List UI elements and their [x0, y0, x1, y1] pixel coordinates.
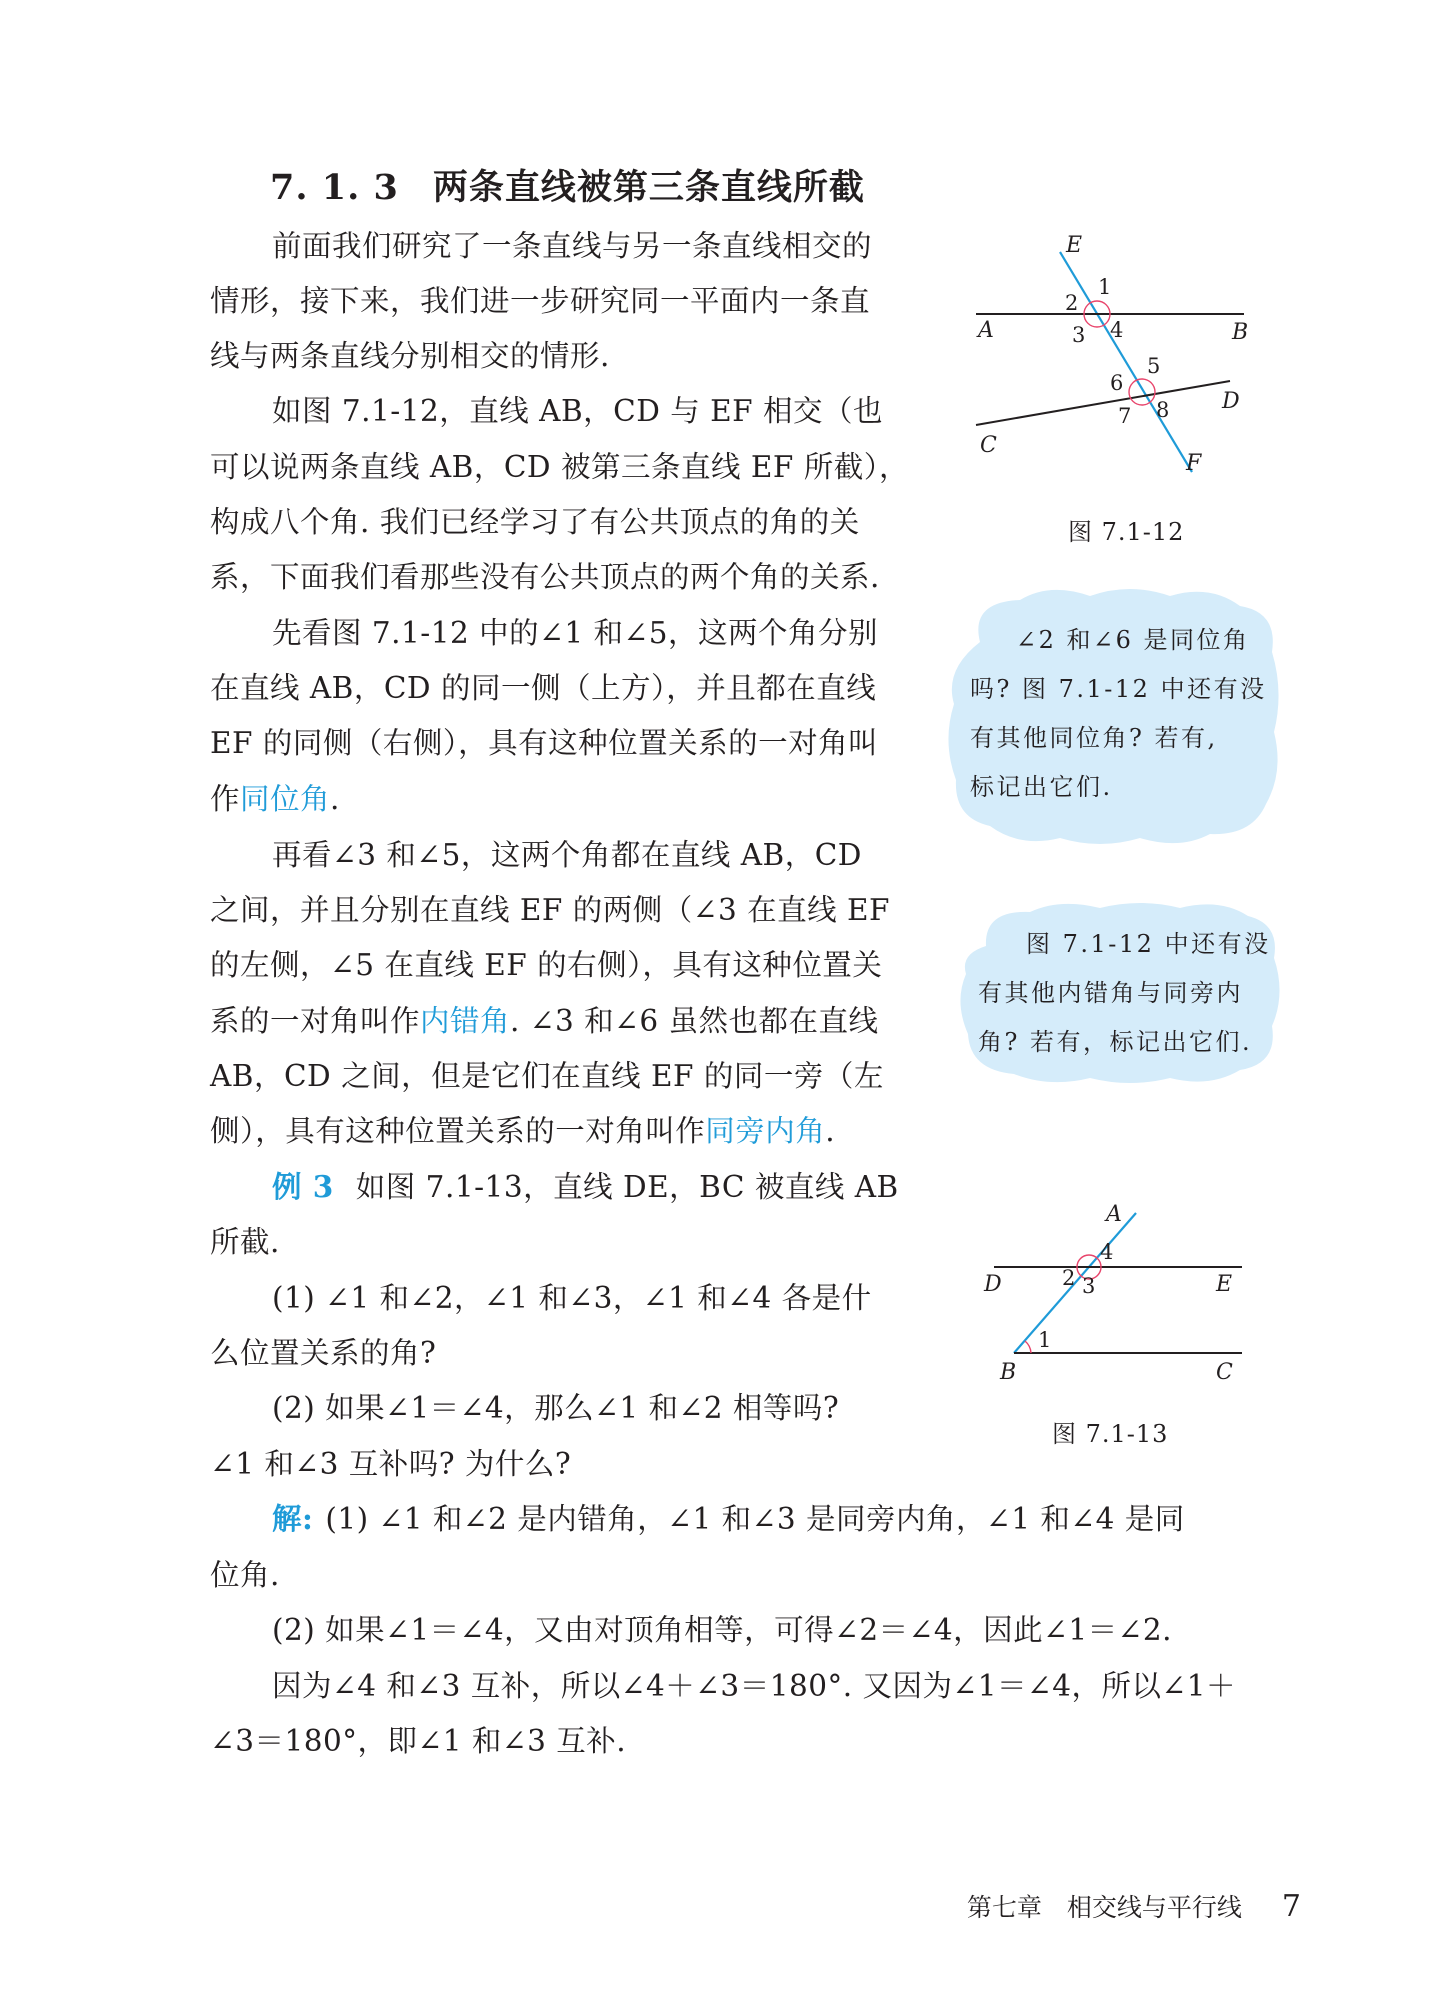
point-label-b: B — [1000, 1360, 1017, 1385]
angle-label-1: 1 — [1098, 275, 1112, 299]
text-line: 线与两条直线分别相交的情形. — [210, 339, 610, 373]
angle-label-6: 6 — [1110, 371, 1124, 395]
text-line-term — [210, 779, 340, 819]
angle-label-5: 5 — [1147, 354, 1161, 378]
text-line: 的左侧，∠5 在直线 EF 的右侧），具有这种位置关 — [210, 948, 883, 982]
text-line: 系，下面我们看那些没有公共顶点的两个角的关系. — [210, 560, 880, 594]
text-line-term — [210, 1111, 835, 1151]
line-ef — [1060, 252, 1192, 472]
point-label-e: E — [1216, 1272, 1233, 1297]
text-line: (1) ∠1 和∠2，∠1 和∠3，∠1 和∠4 各是什 — [272, 1281, 872, 1315]
term-co-interior-angles: 同旁内角 — [705, 1114, 826, 1148]
point-label-c: C — [980, 433, 997, 458]
point-label-b: B — [1232, 320, 1249, 345]
text-fragment: . — [330, 782, 340, 816]
angle-label-1: 1 — [1038, 1328, 1052, 1352]
thinking-cloud-note — [950, 898, 1285, 1088]
text-line: ∠3＝180°，即∠1 和∠3 互补. — [210, 1724, 627, 1758]
text-fragment: 侧），具有这种位置关系的一对角叫作 — [210, 1114, 706, 1148]
solution-heading — [272, 1499, 1185, 1539]
text-line: EF 的同侧（右侧），具有这种位置关系的一对角叫 — [210, 726, 879, 760]
point-label-e: E — [1066, 233, 1083, 258]
term-corresponding-angles: 同位角 — [240, 782, 331, 816]
angle-label-2: 2 — [1062, 1266, 1076, 1290]
angle-label-4: 4 — [1110, 318, 1124, 342]
note-line: ∠2 和∠6 是同位角 — [1016, 626, 1250, 654]
note-line: 吗? 图 7.1-12 中还有没 — [970, 675, 1267, 703]
figure-7-1-13 — [980, 1195, 1250, 1395]
line-cd — [976, 381, 1230, 425]
point-label-d: D — [984, 1272, 1002, 1297]
figure-caption: 图 7.1-13 — [1052, 1420, 1169, 1448]
page-footer — [967, 1888, 1301, 1924]
chapter-title: 第七章 相交线与平行线 — [966, 1893, 1242, 1922]
text-line: 可以说两条直线 AB，CD 被第三条直线 EF 所截）， — [210, 450, 909, 484]
figure-7-1-12 — [960, 230, 1260, 500]
angle-label-7: 7 — [1118, 404, 1132, 428]
point-label-d: D — [1222, 389, 1240, 414]
example-label: 例 3 — [272, 1169, 334, 1204]
point-label-f: F — [1186, 451, 1202, 476]
section-number: 7. 1. 3 — [270, 167, 399, 208]
angle-label-3: 3 — [1082, 1274, 1096, 1298]
page-number: 7 — [1281, 1889, 1301, 1924]
section-heading — [270, 160, 865, 210]
text-line-term — [210, 1001, 879, 1041]
text-line: 位角. — [210, 1558, 280, 1592]
text-line: AB，CD 之间，但是它们在直线 EF 的同一旁（左 — [210, 1059, 884, 1093]
point-label-c: C — [1216, 1360, 1233, 1385]
figure-caption: 图 7.1-12 — [1068, 518, 1185, 546]
text-line: 在直线 AB，CD 的同一侧（上方），并且都在直线 — [210, 671, 877, 705]
text-line: 么位置关系的角? — [210, 1336, 437, 1370]
angle-label-8: 8 — [1156, 398, 1170, 422]
text-fragment: 系的一对角叫作 — [210, 1004, 421, 1038]
note-line: 标记出它们. — [970, 773, 1113, 801]
angle-label-2: 2 — [1065, 291, 1079, 315]
text-line: 之间，并且分别在直线 EF 的两侧（∠3 在直线 EF — [210, 893, 891, 927]
text-line: 所截. — [210, 1225, 280, 1259]
text-line: (2) 如果∠1＝∠4，那么∠1 和∠2 相等吗? — [272, 1391, 840, 1425]
text-line: 前面我们研究了一条直线与另一条直线相交的 — [272, 229, 873, 263]
note-line: 角? 若有，标记出它们. — [978, 1028, 1253, 1056]
solution-label: 解: — [272, 1501, 314, 1536]
text-fragment: 如图 7.1-13，直线 DE，BC 被直线 AB — [355, 1170, 899, 1204]
text-fragment: 作 — [210, 782, 241, 816]
point-label-a: A — [1106, 1202, 1122, 1227]
text-line: 先看图 7.1-12 中的∠1 和∠5，这两个角分别 — [272, 616, 879, 650]
text-line: (2) 如果∠1＝∠4，又由对顶角相等，可得∠2＝∠4，因此∠1＝∠2. — [272, 1613, 1172, 1647]
text-fragment: . — [825, 1114, 836, 1148]
section-title: 两条直线被第三条直线所截 — [432, 167, 865, 208]
text-fragment: (1) ∠1 和∠2 是内错角，∠1 和∠3 是同旁内角，∠1 和∠4 是同 — [325, 1502, 1185, 1536]
text-line: ∠1 和∠3 互补吗? 为什么? — [210, 1447, 572, 1481]
point-label-a: A — [978, 318, 994, 343]
term-alternate-angles: 内错角 — [420, 1004, 511, 1038]
thinking-cloud-note — [940, 582, 1285, 852]
note-line: 有其他同位角? 若有, — [970, 724, 1218, 752]
angle-label-4: 4 — [1100, 1240, 1114, 1264]
text-fragment: . ∠3 和∠6 虽然也都在直线 — [510, 1004, 879, 1038]
text-line: 再看∠3 和∠5，这两个角都在直线 AB，CD — [272, 838, 862, 872]
angle-label-3: 3 — [1072, 323, 1086, 347]
example-heading — [272, 1167, 899, 1207]
note-line: 图 7.1-12 中还有没 — [1026, 930, 1271, 958]
note-line: 有其他内错角与同旁内 — [978, 979, 1243, 1007]
text-line: 如图 7.1-12，直线 AB，CD 与 EF 相交（也 — [272, 394, 884, 428]
text-line: 情形，接下来，我们进一步研究同一平面内一条直 — [210, 284, 871, 318]
text-line: 构成八个角. 我们已经学习了有公共顶点的角的关 — [210, 505, 860, 539]
text-line: 因为∠4 和∠3 互补，所以∠4＋∠3＝180°. 又因为∠1＝∠4，所以∠1＋ — [272, 1669, 1236, 1703]
